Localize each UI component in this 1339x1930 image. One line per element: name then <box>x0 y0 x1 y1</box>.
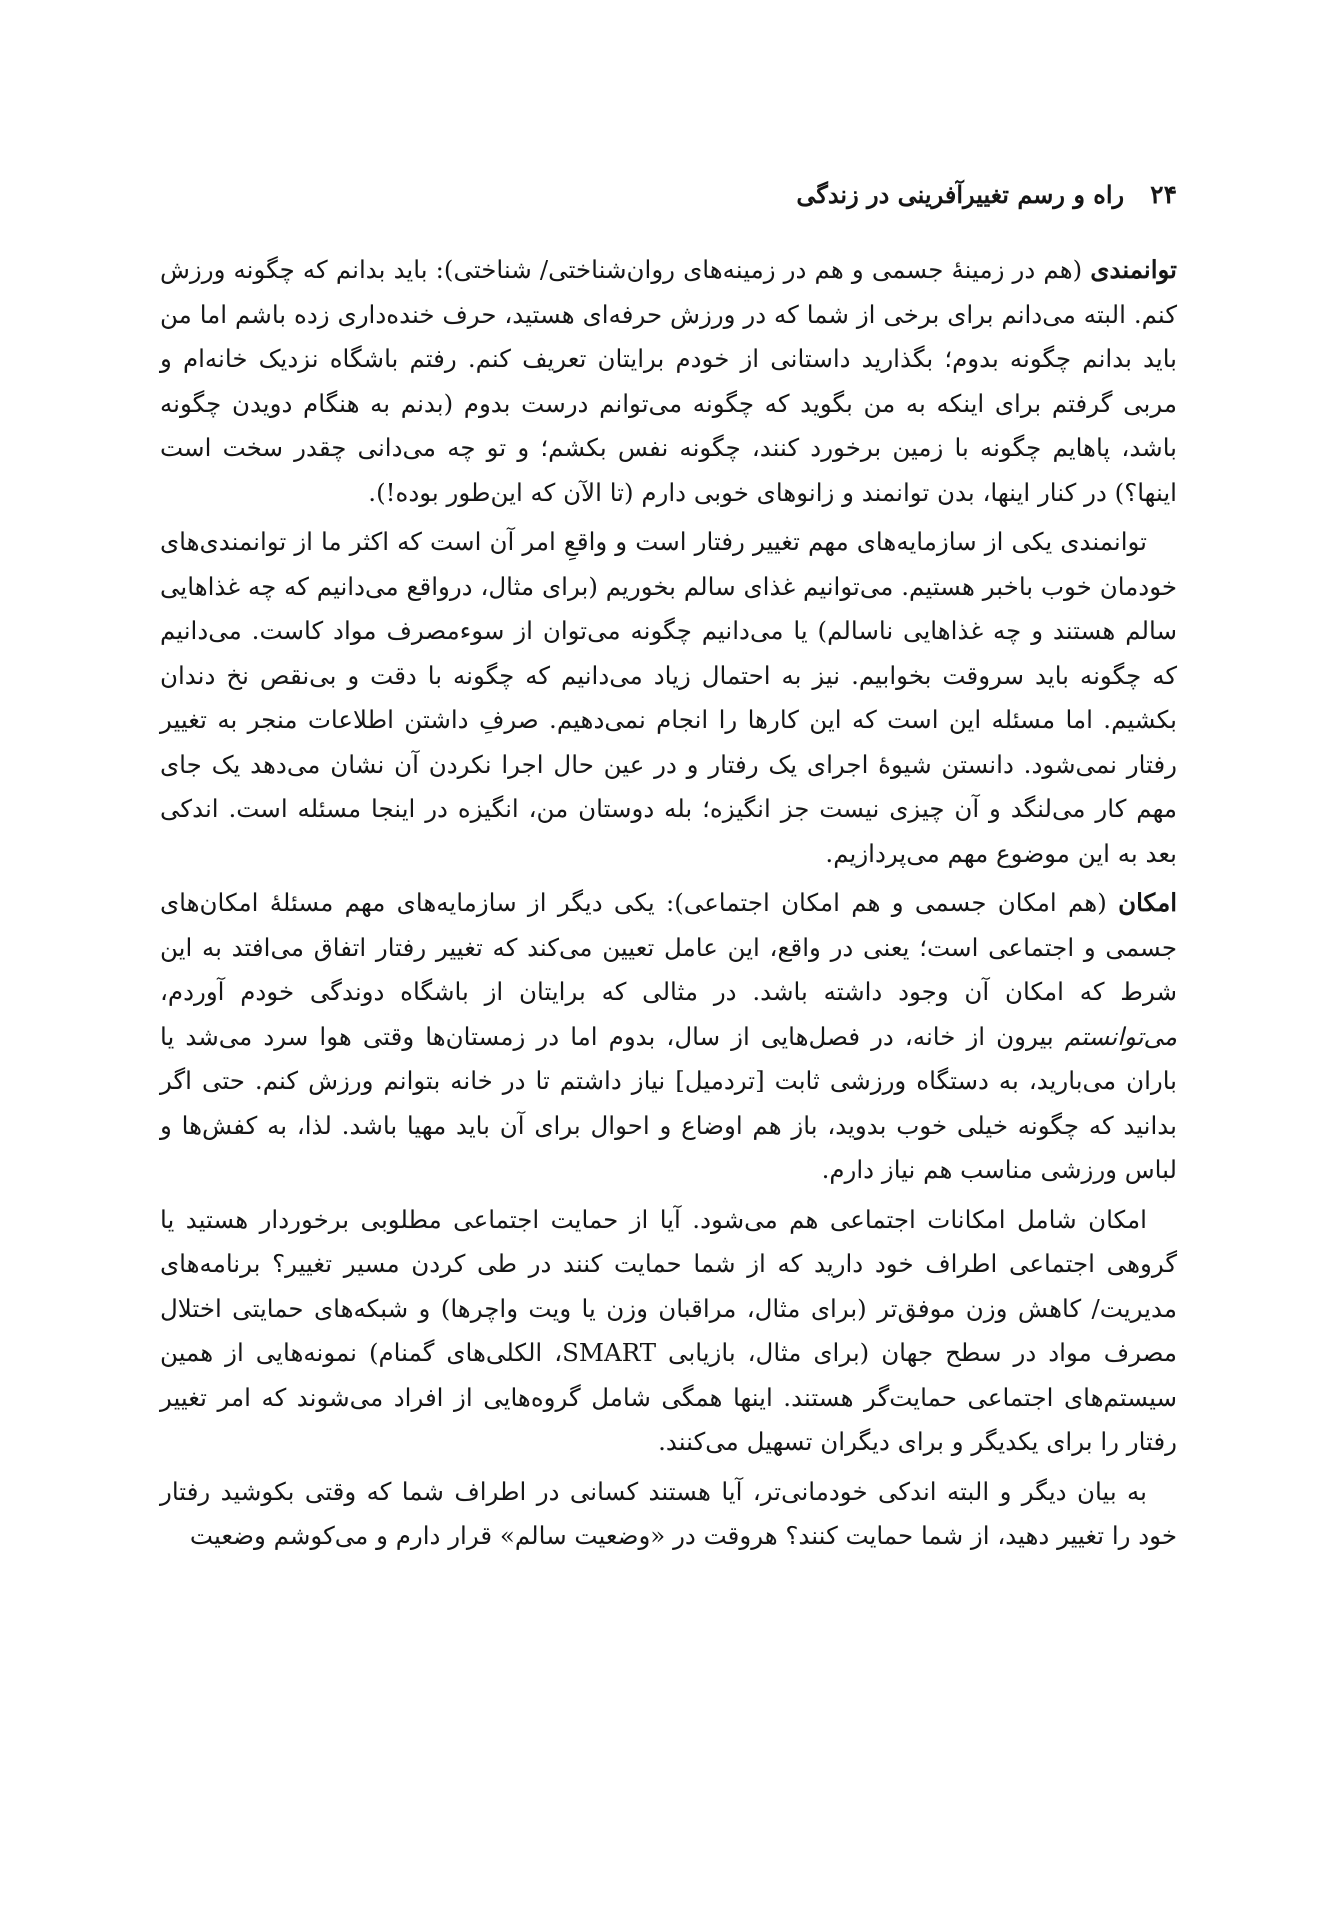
emphasized-word: می‌توانستم <box>1064 1021 1177 1051</box>
paragraph-text: امکان شامل امکانات اجتماعی هم می‌شود. آیا از حمایت اجتماعی مطلوبی برخوردار هستید یا گروهی اجتماعی اطراف خود دارید که از شما حمایت کنند در طی کردن مسیر تغییر؟ برنامه‌های مدیریت/ کاهش وزن موفق‌تر (برای مثال، مراقبان وزن یا ویت واچرها) و شبکه‌های حمایتی اختلال مصرف مواد در سطح جهان (برای مثال، بازیابی SMART، الکلی‌های گمنام) نمونه‌هایی از همین سیستم‌های اجتماعی حمایت‌گر هستند. اینها همگی شامل گروه‌هایی از افراد می‌شوند که امر تغییر رفتار را برای یکدیگر و برای دیگران تسهیل می‌کنند. <box>160 1204 1177 1456</box>
paragraph-text: توانمندی یکی از سازمایه‌های مهم تغییر رفتار است و واقعِ امر آن است که اکثر ما از توانمندی‌های خودمان خوب باخبر هستیم. می‌توانیم غذای سالم بخوریم (برای مثال، درواقع می‌دانیم که چه غذاهایی سالم هستند و چه غذاهایی ناسالم) یا می‌دانیم چگونه می‌توان از سوءمصرف مواد کاست. می‌دانیم که چگونه باید سروقت بخوابیم. نیز به احتمال زیاد می‌دانیم که چگونه با دقت و بی‌نقص نخ دندان بکشیم. اما مسئله این است که این کارها را انجام نمی‌دهیم. صرفِ داشتن اطلاعات منجر به تغییر رفتار نمی‌شود. دانستن شیوهٔ اجرای یک رفتار و در عین حال اجرا نکردن آن نشان می‌دهد یک جای مهم کار می‌لنگد و آن چیزی نیست جز انگیزه؛ بله دوستان من، انگیزه در اینجا مسئله است. اندکی بعد به این موضوع مهم می‌پردازیم. <box>160 527 1177 868</box>
running-title: راه و رسم تغییرآفرینی در زندگی <box>796 179 1125 209</box>
paragraph-text: بیرون از خانه، در فصل‌هایی از سال، بدوم اما در زمستان‌ها وقتی هوا سرد می‌شد یا باران می‌بارید، به دستگاه ورزشی ثابت [تردمیل] نیاز داشتم تا در خانه بتوانم ورزش کنم. حتی اگر بدانید که چگونه خیلی خوب بدوید، باز هم اوضاع و احوال برای آن باید مهیا باشد. لذا، به کفش‌ها و لباس ورزشی مناسب هم نیاز دارم. <box>160 1021 1177 1184</box>
term-opportunity: امکان <box>1118 888 1177 917</box>
running-header <box>160 172 1177 216</box>
term-capability: توانمندی <box>1090 255 1177 284</box>
paragraph-text: (هم امکان جسمی و هم امکان اجتماعی): یکی دیگر از سازمایه‌های مهم مسئلهٔ امکان‌های جسمی و اجتماعی است؛ یعنی در واقع، این عامل تعیین می‌کند که تغییر رفتار اتفاق می‌افتد به این شرط که امکان آن وجود داشته باشد. در مثالی که برایتان از باشگاه دوندگی خودم آوردم، <box>160 888 1177 1006</box>
paragraph-social-support <box>160 1470 1177 1559</box>
paragraph-capability <box>160 248 1177 515</box>
paragraph-text: به بیان دیگر و البته اندکی خودمانی‌تر، آیا هستند کسانی در اطراف شما که وقتی بکوشید رفتار خود را تغییر دهید، از شما حمایت کنند؟ هروقت در «وضعیت سالم» قرار دارم و می‌کوشم وضعیت <box>160 1476 1177 1550</box>
paragraph-capability-discussion <box>160 520 1177 876</box>
paragraph-opportunity <box>160 881 1177 1193</box>
body-text <box>160 248 1177 1564</box>
page-number: ۲۴ <box>1150 179 1177 209</box>
paragraph-text: (هم در زمینهٔ جسمی و هم در زمینه‌های روان‌شناختی/ شناختی): باید بدانم که چگونه ورزش کنم. البته می‌دانم برای برخی از شما که در ورزش حرفه‌ای هستید، حرف خنده‌داری زده باشم اما من باید بدانم چگونه بدوم؛ بگذارید داستانی از خودم برایتان تعریف کنم. رفتم باشگاه نزدیک خانه‌ام و مربی گرفتم برای اینکه به من بگوید که چگونه می‌توانم درست بدوم (بدنم به هنگام دویدن چگونه باشد، پاهایم چگونه با زمین برخورد کنند، چگونه نفس بکشم؛ و تو چه می‌دانی چقدر سخت است اینها؟) در کنار اینها، بدن توانمند و زانوهای خوبی دارم (تا الآن که این‌طور بوده!). <box>160 255 1177 507</box>
paragraph-social-opportunity <box>160 1198 1177 1465</box>
